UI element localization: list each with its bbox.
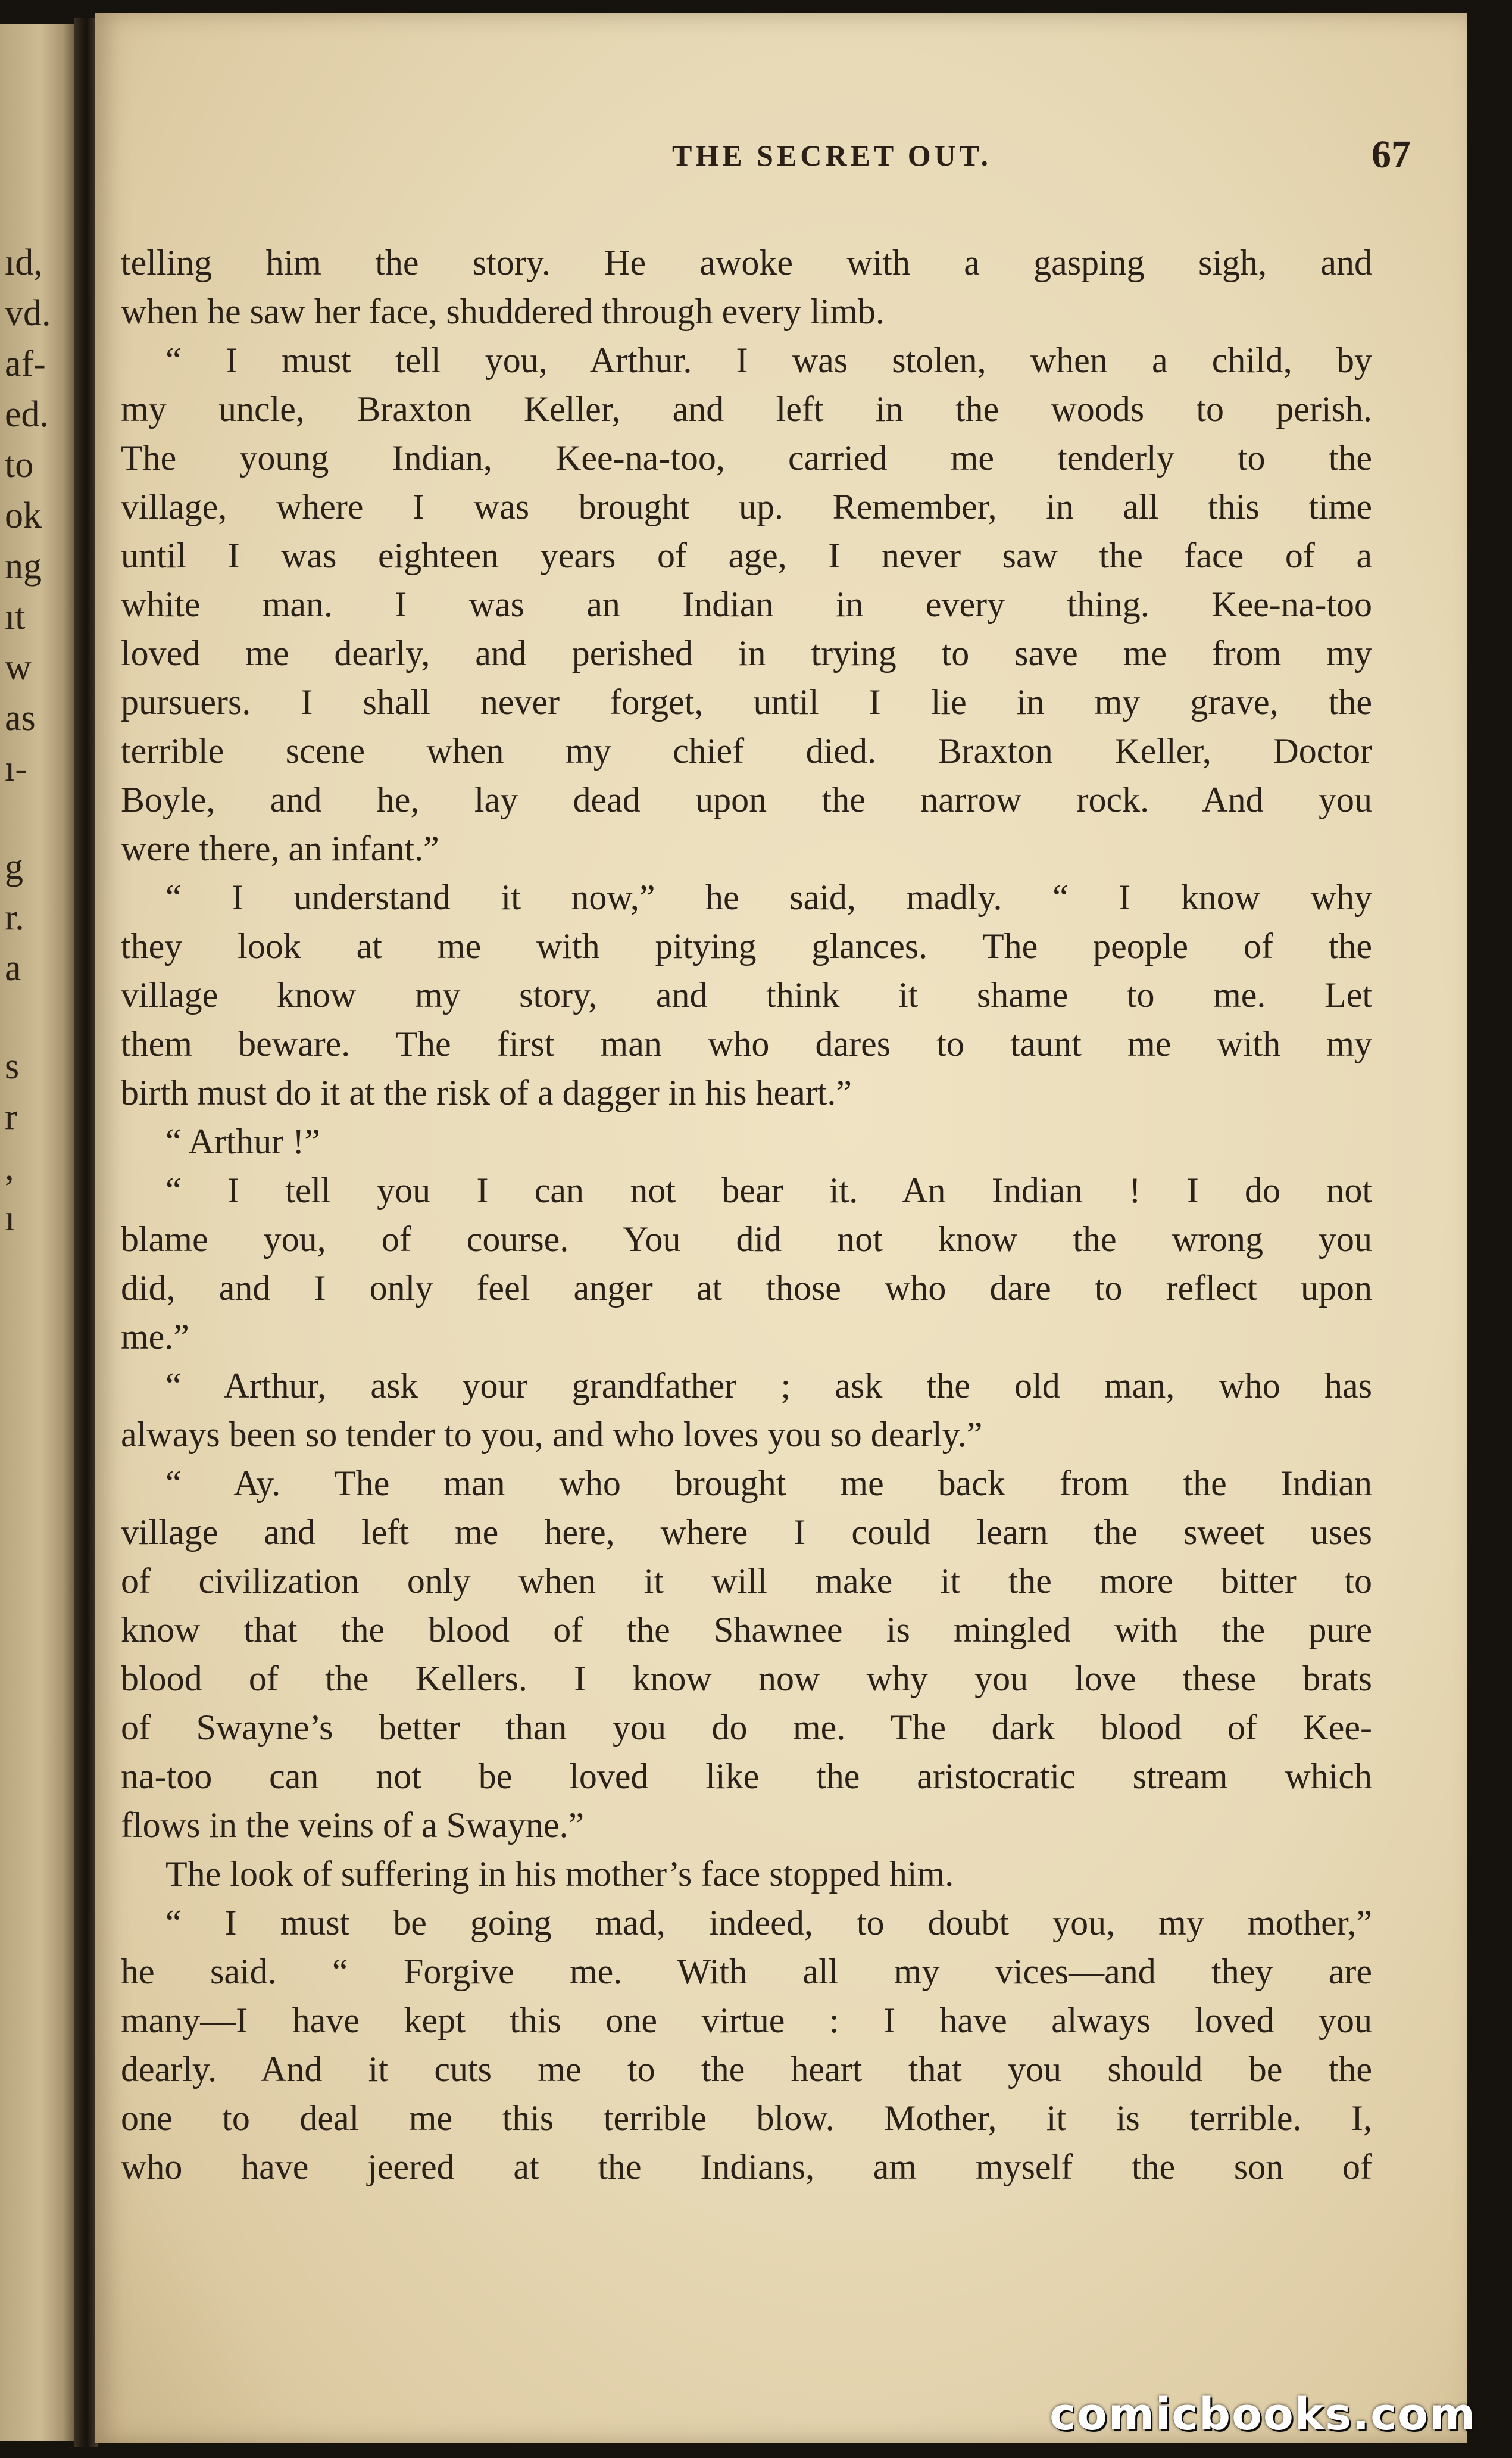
page-header: [95, 133, 1467, 186]
facing-page-fragment: ok: [5, 495, 42, 536]
page-number: 67: [1372, 133, 1411, 176]
text-line: The young Indian, Kee-na-too, carried me tenderly to the: [121, 438, 1372, 478]
facing-page-fragment: ,: [5, 1147, 14, 1188]
text-line: did, and I only feel anger at those who dare to reflect upon: [121, 1268, 1372, 1308]
text-line: blood of the Kellers. I know now why you love these brats: [121, 1659, 1372, 1698]
text-line: terrible scene when my chief died. Braxton Keller, Doctor: [121, 731, 1372, 771]
text-line: white man. I was an Indian in every thing. Kee-na-too: [121, 585, 1372, 624]
text-line: “ I must tell you, Arthur. I was stolen, when a child, by: [165, 341, 1372, 380]
facing-page-fragment: ed.: [5, 394, 49, 435]
facing-page-fragment: r.: [5, 897, 24, 938]
text-line: know that the blood of the Shawnee is mingled with the pure: [121, 1610, 1372, 1649]
text-line: Boyle, and he, lay dead upon the narrow rock. And you: [121, 780, 1372, 819]
text-line: them beware. The first man who dares to taunt me with my: [121, 1024, 1372, 1063]
text-line: were there, an infant.”: [121, 829, 439, 868]
text-line: na-too can not be loved like the aristocratic stream which: [121, 1757, 1372, 1796]
text-line: until I was eighteen years of age, I never saw the face of a: [121, 536, 1372, 575]
facing-page-fragment: ng: [5, 546, 42, 587]
text-line: flows in the veins of a Swayne.”: [121, 1805, 585, 1845]
text-line: pursuers. I shall never forget, until I lie in my grave, the: [121, 682, 1372, 722]
text-line: when he saw her face, shuddered through every limb.: [121, 292, 885, 331]
watermark: comicbooks.com: [1049, 2389, 1476, 2440]
facing-page-fragment: to: [5, 445, 34, 485]
facing-page-fragment: vd.: [5, 293, 51, 333]
facing-page-fragment: ı: [5, 1198, 15, 1239]
text-line: village and left me here, where I could learn the sweet uses: [121, 1512, 1372, 1552]
text-line: The look of suffering in his mother’s face stopped him.: [165, 1854, 954, 1894]
facing-page-fragment: ı-: [5, 748, 27, 789]
text-line: blame you, of course. You did not know the wrong you: [121, 1219, 1372, 1259]
text-line: “ Arthur, ask your grandfather ; ask the old man, who has: [165, 1366, 1372, 1405]
facing-page-edge: [0, 24, 74, 2441]
facing-page-fragment: r: [5, 1097, 17, 1137]
text-line: village, where I was brought up. Remember, in all this time: [121, 487, 1372, 526]
facing-page-fragment: ıt: [5, 597, 26, 637]
text-line: dearly. And it cuts me to the heart that you should be the: [121, 2050, 1372, 2089]
facing-page-fragment: g: [5, 847, 23, 887]
facing-page-fragment: w: [5, 647, 32, 688]
facing-page-fragment: ıd,: [5, 242, 43, 283]
book-page: [95, 13, 1467, 2443]
text-line: my uncle, Braxton Keller, and left in the woods to perish.: [121, 389, 1372, 429]
text-line: many—I have kept this one virtue : I have always loved you: [121, 2001, 1372, 2040]
facing-page-fragment: a: [5, 948, 21, 988]
text-line: “ Ay. The man who brought me back from the Indian: [165, 1464, 1372, 1503]
text-line: who have jeered at the Indians, am myself the son of: [121, 2147, 1372, 2186]
text-line: me.”: [121, 1317, 189, 1356]
book-gutter: [74, 18, 98, 2447]
text-line: one to deal me this terrible blow. Mother, it is terrible. I,: [121, 2098, 1372, 2138]
text-line: of Swayne’s better than you do me. The dark blood of Kee-: [121, 1708, 1372, 1747]
text-line: village know my story, and think it shame to me. Let: [121, 975, 1372, 1015]
text-line: “ I must be going mad, indeed, to doubt you, my mother,”: [165, 1903, 1372, 1942]
text-line: loved me dearly, and perished in trying to save me from my: [121, 634, 1372, 673]
facing-page-fragment: s: [5, 1046, 20, 1087]
text-line: he said. “ Forgive me. With all my vices—and they are: [121, 1952, 1372, 1991]
running-head: THE SECRET OUT.: [672, 139, 992, 172]
text-line: “ I tell you I can not bear it. An Indian ! I do not: [165, 1171, 1372, 1210]
text-line: always been so tender to you, and who loves you so dearly.”: [121, 1415, 983, 1454]
text-line: birth must do it at the risk of a dagger in his heart.”: [121, 1073, 852, 1112]
text-line: “ Arthur !”: [165, 1122, 320, 1161]
body-text: [121, 238, 1372, 2191]
facing-page-fragment: af-: [5, 344, 46, 384]
text-line: of civilization only when it will make it the more bitter to: [121, 1561, 1372, 1601]
facing-page-fragment: as: [5, 698, 36, 738]
text-line: “ I understand it now,” he said, madly. “ I know why: [165, 878, 1372, 917]
text-line: they look at me with pitying glances. The people of the: [121, 927, 1372, 966]
text-line: telling him the story. He awoke with a gasping sigh, and: [121, 243, 1372, 282]
